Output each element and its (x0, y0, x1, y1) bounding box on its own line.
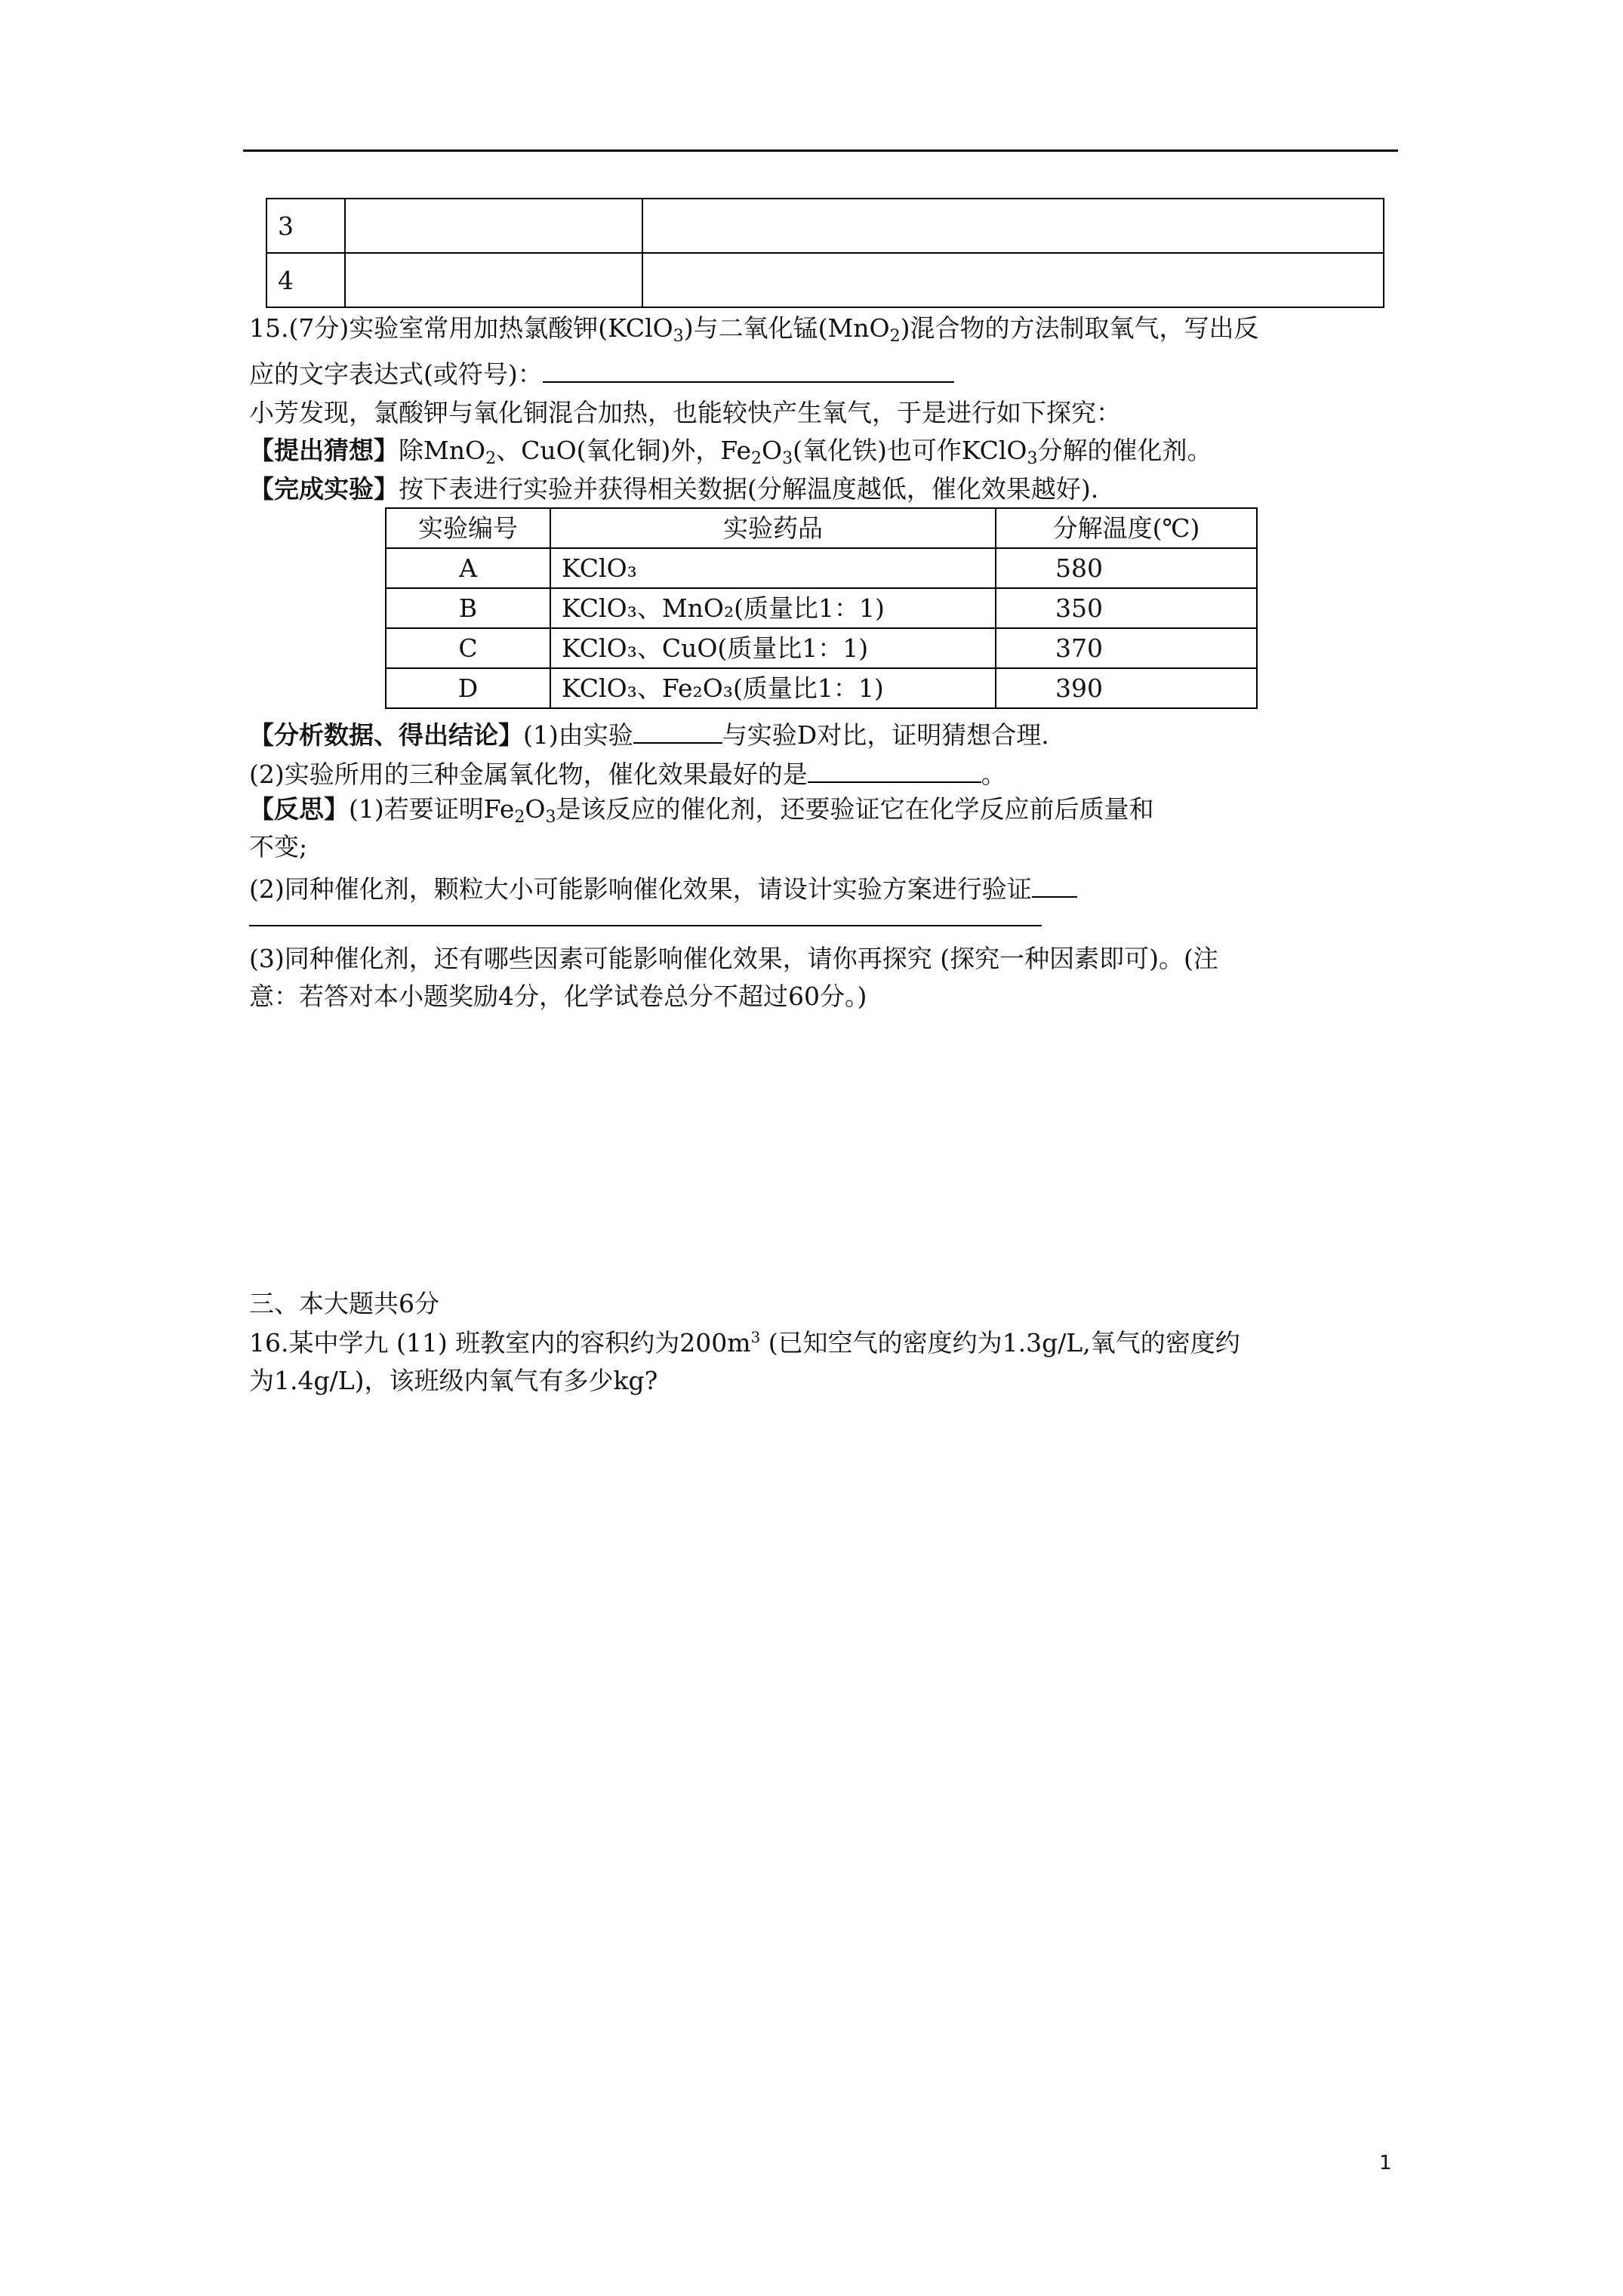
table-row (266, 253, 1384, 307)
q16-line-2: 为1.4g/L)，该班级内氧气有多少kg? (249, 1366, 658, 1395)
answer-cell[interactable] (642, 199, 1384, 253)
q15-line-1: 15.(7分)实验室常用加热氯酸钾(KClO$_3$)与二氧化锰(MnO$_2$)混合物的方法制取氧气，写出反 (249, 313, 1259, 346)
temperature: 390 (996, 668, 1257, 708)
temperature: 580 (996, 548, 1257, 588)
q15-reflect-1-cont: 不变; (249, 832, 308, 861)
q15-reflect-1: 【反思】(1)若要证明$Fe_2O_3$是该反应的催化剂，还要验证它在化学反应前后质量和 (249, 794, 1154, 827)
section-3-heading: 三、本大题共6分 (249, 1289, 439, 1318)
answer-blank[interactable] (808, 759, 981, 783)
answer-cell[interactable] (345, 253, 642, 307)
q15-reflect-3-cont: 意：若答对本小题奖励4分，化学试卷总分不超过60分。) (249, 982, 867, 1011)
table-row (386, 668, 1257, 708)
temperature: 370 (996, 628, 1257, 668)
q15-reflect-3: (3)同种催化剂，还有哪些因素可能影响催化效果，请你再探究 (探究一种因素即可)。(注 (249, 944, 1218, 973)
answer-blank[interactable] (543, 359, 954, 383)
table-row (266, 199, 1384, 253)
q15-analysis-1: 【分析数据、得出结论】(1)由实验 与实验D对比，证明猜想合理. (249, 720, 1049, 750)
experiment-id: A (386, 548, 550, 588)
q15-guess: 【提出猜想】除MnO$_2$、CuO(氧化铜)外，$Fe_2O_3$(氧化铁)也可作KClO$_3$分解的催化剂。 (249, 436, 1212, 468)
table-row (386, 628, 1257, 668)
table-row (386, 548, 1257, 588)
row-number: 3 (266, 199, 345, 253)
reagent: KClO₃、MnO₂(质量比1：1) (550, 588, 996, 628)
reagent: KClO₃ (550, 548, 996, 588)
table-header-row (386, 508, 1257, 548)
q15-reflect-2: (2)同种催化剂，颗粒大小可能影响催化效果，请设计实验方案进行验证 (249, 874, 1077, 901)
answer-blank[interactable] (633, 720, 722, 744)
q16-line-1: 16.某中学九 (11) 班教室内的容积约为$200m^3$ (已知空气的密度约为1.3g/L,氧气的密度约 (249, 1328, 1240, 1358)
row-number: 4 (266, 253, 345, 307)
reagent: KClO₃、Fe₂O₃(质量比1：1) (550, 668, 996, 708)
q15-line-3: 小芳发现，氯酸钾与氧化铜混合加热，也能较快产生氧气，于是进行如下探究： (249, 398, 1121, 427)
answer-cell[interactable] (345, 199, 642, 253)
header-rule (243, 149, 1398, 152)
temperature: 350 (996, 588, 1257, 628)
answer-cell[interactable] (642, 253, 1384, 307)
header-temperature: 分解温度(℃) (996, 508, 1257, 548)
table-row (386, 588, 1257, 628)
answer-table (266, 198, 1384, 308)
q15-reflect-2-answer-line (249, 902, 1042, 930)
experiment-id: C (386, 628, 550, 668)
q15-analysis-2: (2)实验所用的三种金属氧化物，催化效果最好的是 。 (249, 760, 1006, 789)
experiment-table (385, 507, 1258, 709)
header-reagent: 实验药品 (550, 508, 996, 548)
reagent: KClO₃、CuO(质量比1：1) (550, 628, 996, 668)
answer-blank[interactable] (249, 902, 1042, 926)
experiment-id: B (386, 588, 550, 628)
q15-line-2: 应的文字表达式(或符号)： (249, 359, 954, 387)
experiment-id: D (386, 668, 550, 708)
header-experiment-id: 实验编号 (386, 508, 550, 548)
q15-experiment: 【完成实验】按下表进行实验并获得相关数据(分解温度越低，催化效果越好). (249, 474, 1099, 504)
answer-blank[interactable] (1032, 874, 1077, 898)
page-number: 1 (1379, 2152, 1392, 2174)
